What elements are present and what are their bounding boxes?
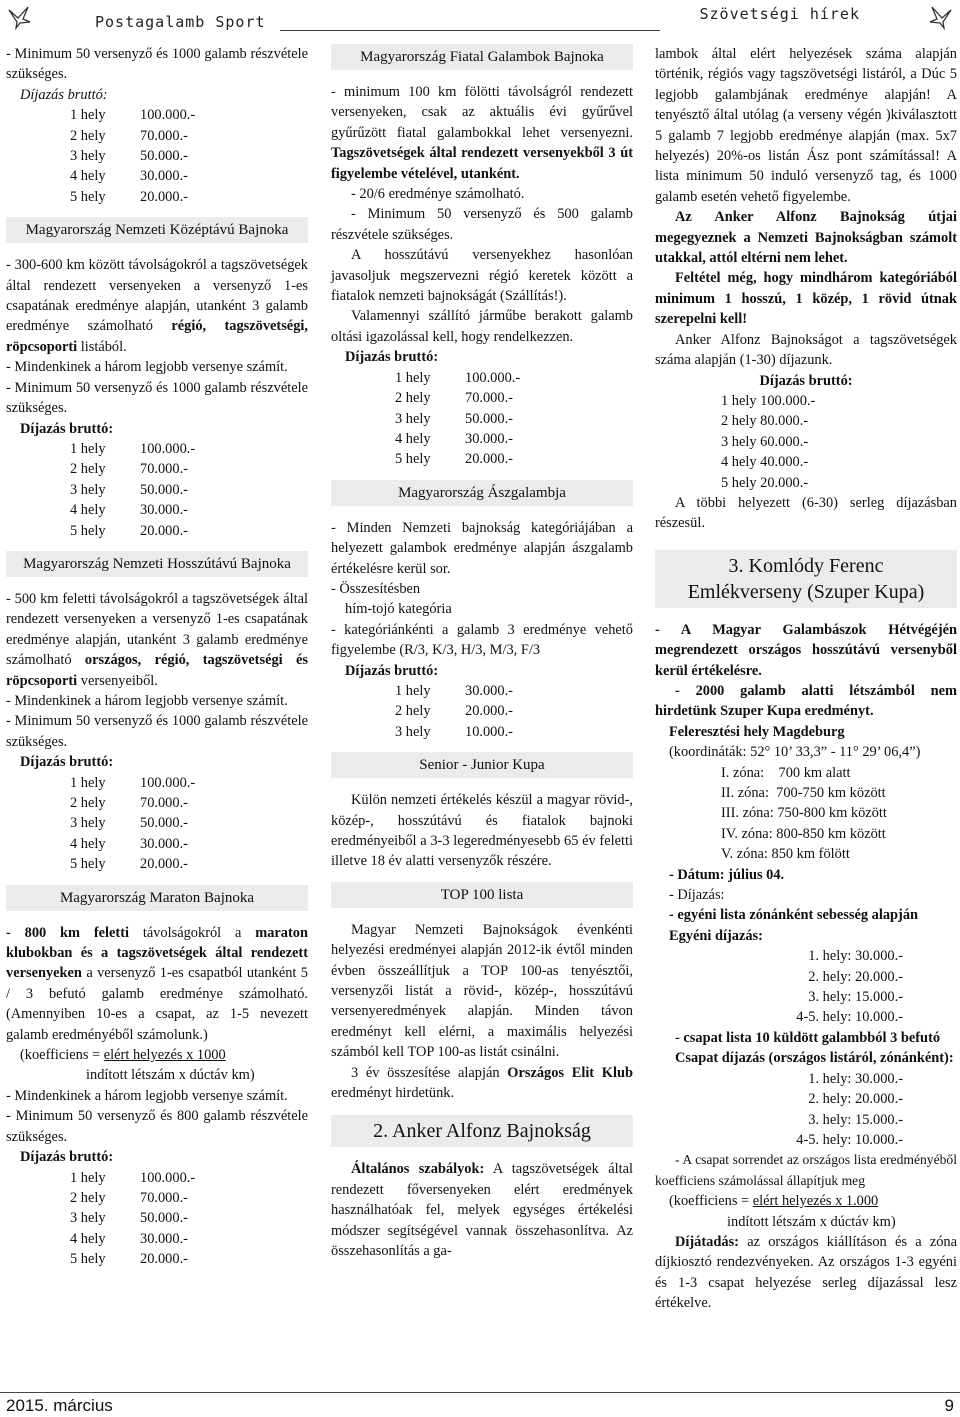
anker-routes: Az Anker Alfonz Bajnokság útjai megegyeznek a Nemzeti Bajnokságban számolt utakkal, attól eltérni nem lehet. (655, 209, 957, 267)
hosszutavu-rules: - 500 km feletti távolságokról a tagszövetségek által rendezett versenyeken a versenyző 1-es csapatának eredménye alapján, utanként 3 galamb eredménye számolható országos, régió, tagszövetségi és röpcsoporti versenyeiből. (6, 590, 308, 689)
prize-row: 2 hely 70.000.- (70, 127, 188, 144)
section-title-komlody: 3. Komlódy Ferenc Emlékverseny (Szuper Kupa) (655, 550, 957, 608)
prize-row: 5 hely 20.000.- (70, 856, 188, 873)
fiatal-minimum: - Minimum 50 versenyző és 500 galamb részvétele szükséges. (331, 206, 633, 243)
prize-row: 1 hely 100.000.- (70, 107, 196, 124)
section-title-kozeptavu: Magyarország Nemzeti Középtávú Bajnoka (6, 217, 308, 243)
prize-row: 3 hely 50.000.- (70, 815, 188, 832)
prize-row: 3 hely 50.000.- (70, 1210, 188, 1227)
prize-row: 3 hely 50.000.- (70, 481, 188, 498)
prize-row: 2 hely 80.000.- (721, 413, 809, 430)
prize-row: 5 hely 20.000.- (721, 474, 809, 491)
prize-row: 3 hely 50.000.- (395, 410, 513, 427)
prize-row: 1 hely 100.000.- (70, 1169, 196, 1186)
prize-row: 2 hely 70.000.- (395, 390, 513, 407)
prize-label: Díjazás bruttó: (20, 1149, 114, 1166)
prize-row: 1. hely: 30.000.- (808, 1070, 903, 1087)
zone-list (655, 763, 957, 865)
anker-other-places: A többi helyezett (6-30) serleg díjazásban részesül. (655, 494, 957, 532)
top100-elite-club: 3 év összesítése alapján Országos Elit Klub eredményt hirdetünk. (331, 1064, 633, 1102)
section-title-senior-junior: Senior - Junior Kupa (331, 752, 633, 778)
prize-row: 1. hely: 30.000.- (808, 948, 903, 965)
page-number: 9 (944, 1396, 954, 1415)
asz-rules: - Minden Nemzeti bajnokság kategóriájában a helyezett galambok eredménye alapján ászgalamb értékelésre kerül sor. (331, 519, 633, 577)
kozeptavu-rules: - 300-600 km között távolságokról a tagszövetségek által rendezett versenyeken a versenyző 1-es csapatának eredménye alapján, utanként 3 galamb eredménye számolható régió, tagszövetségi, röpcsoporti listából. (6, 257, 308, 355)
prize-row: 1 hely 100.000.- (70, 440, 196, 457)
komlody-prizes-heading: - Díjazás: (669, 887, 725, 904)
prize-row: 3 hely 50.000.- (70, 148, 188, 165)
prize-row: 4 hely 30.000.- (70, 502, 188, 519)
prize-label: Díjazás bruttó: (345, 662, 439, 679)
prize-row: 2. hely: 20.000.- (808, 1091, 903, 1108)
prize-label: Díjazás bruttó: (20, 420, 114, 437)
maraton-rules: - 800 km feletti távolságokról a maraton klubokban és a tagszövetségek által rendezett versenyeken a versenyző 1-es csapatból utanként 5 / 3 befutó galamb eredménye számolható. (Amennyiben 10-es a csapat, az 1-5 nevezett galamb eredményéből számolunk.) (6, 924, 308, 1043)
anker-condition: Feltétel még, hogy mindhárom kategóriából minimum 1 hosszú, 1 közép, 1 rövid útnak szerepelni kell! (655, 270, 957, 328)
prize-label: Díjazás bruttó: (20, 754, 114, 771)
anker-continued: lambok által elért helyezések száma alapján történik, régiós vagy tagszövetségi listáról, a Dúc 5 legjobb galambjának eredménye alapján! A tenyésztő által utólag (a verseny végén )kiválasztott 5 galamb 7 legjobb eredménye alapján (max. 5x7 helyezés) 20%-os listán Ász pont számítással! A lista minimum 50 induló versenyző tag, és 1000 galamb esetén vehető figyelembe. (655, 46, 957, 205)
kozeptavu-minimum: - Minimum 50 versenyző és 1000 galamb részvétele szükséges. (6, 379, 308, 417)
maraton-coefficient-denominator: indított létszám x dúctáv km) (86, 1067, 255, 1084)
section-title-aszgalamb: Magyarország Ászgalambja (331, 480, 633, 506)
footer-date: 2015. március (6, 1396, 113, 1415)
prize-row: 1 hely 30.000.- (395, 682, 513, 699)
section-title-anker: 2. Anker Alfonz Bajnokság (331, 1115, 633, 1147)
komlody-coordinates: (koordináták: 52° 10’ 33,3” - 11° 29’ 06,4”) (669, 744, 921, 761)
kozeptavu-best-three: - Mindenkinek a három legjobb versenye számít. (6, 359, 288, 376)
prize-row: 5 hely 20.000.- (395, 451, 513, 468)
prize-row: 3 hely 10.000.- (395, 723, 513, 740)
prize-row: 5 hely 20.000.- (70, 522, 188, 539)
zone-row: II. zóna: 700-750 km között (721, 785, 886, 801)
header-rule (280, 30, 660, 31)
header-right-title: Szövetségi hírek (699, 5, 860, 23)
column-1 (6, 44, 308, 1270)
asz-results: - kategóriánkénti a galamb 3 eredménye vehető figyelembe (R/3, K/3, H/3, M/3, F/3 (331, 621, 633, 659)
prize-row: 2 hely 70.000.- (70, 795, 188, 811)
prize-row: 4 hely 30.000.- (395, 430, 513, 447)
prize-row: 3 hely 60.000.- (721, 433, 809, 450)
prize-list (331, 368, 633, 470)
fiatal-rules: - minimum 100 km fölötti távolságról rendezett versenyeken, csak az aktuális évi gyűrűvel gyűrűzött fiatal galambokkal lehet versenyezni. Tagszövetségek által rendezett versenyekből 3 út figyelembe vételével, utanként. (331, 84, 633, 182)
komlody-individual-label: Egyéni díjazás: (669, 927, 763, 944)
prize-row: 2 hely 20.000.- (395, 703, 513, 720)
prize-row: 5 hely 20.000.- (70, 1251, 188, 1268)
prize-row: 4 hely 30.000.- (70, 168, 188, 185)
prize-row: 4 hely 30.000.- (70, 1230, 188, 1247)
intro-minimum: - Minimum 50 versenyző és 1000 galamb részvétele szükséges. (6, 46, 308, 83)
top100-text: Magyar Nemzeti Bajnokságok évenkénti helyezési eredményei alapján 2012-ik évtől minden évben összeállítjuk a TOP 100-as tenyésztői, versenyzői listát a rövid-, közép-, hosszútávú versenyeredmények alapján. Minden távon eredményt kell elérni, a maximális helyezési számból kell TOP 100-as listát csinálni. (331, 921, 633, 1061)
section-title-hosszutavu: Magyarország Nemzeti Hosszútávú Bajnoka (6, 551, 308, 577)
komlody-coefficient-denominator: indított létszám x dúctáv km) (727, 1213, 896, 1230)
prize-list (6, 773, 308, 875)
maraton-minimum: - Minimum 50 versenyző és 800 galamb részvétele szükséges. (6, 1108, 308, 1145)
fiatal-result-count: - 20/6 eredménye számolható. (351, 186, 525, 203)
prize-list (331, 681, 633, 742)
prize-row: 2 hely 70.000.- (70, 461, 188, 478)
komlody-coefficient: (koefficiens = elért helyezés x 1.000 (669, 1193, 879, 1210)
column-3 (655, 44, 957, 1314)
senior-junior-text: Külön nemzeti értékelés készül a magyar rövid-, közép-, hosszútávú és fiatalok bajnoki eredményeiből a 3-3 legeredményesebb 65 év feletti illetve 18 év alatti versenyzők részére. (331, 792, 633, 870)
prize-list (6, 1168, 308, 1270)
prize-list (6, 439, 308, 541)
prize-row: 1 hely 100.000.- (70, 774, 196, 791)
prize-row: 2. hely: 20.000.- (808, 968, 903, 985)
komlody-minimum: - 2000 galamb alatti létszámból nem hirdetünk Szuper Kupa eredményt. (655, 682, 957, 720)
prize-label: Díjazás bruttó: (20, 86, 108, 103)
prize-row: 4-5. hely: 10.000.- (796, 1009, 903, 1026)
prize-row: 3. hely: 15.000.- (808, 989, 903, 1006)
asz-category: hím-tojó kategória (345, 601, 452, 618)
komlody-team-label: Csapat díjazás (országos listáról, zónánként): (675, 1050, 954, 1067)
zone-row: IV. zóna: 800-850 km között (721, 825, 886, 842)
komlody-team-list: - csapat lista 10 küldött galambból 3 befutó (675, 1029, 941, 1046)
section-title-top100: TOP 100 lista (331, 882, 633, 908)
komlody-date: - Dátum: július 04. (669, 866, 785, 883)
fiatal-vaccination: Valamennyi szállító járműbe berakott galamb oltási igazolással kell, hogy rendelkezzen. (331, 308, 633, 345)
prize-label: Díjazás bruttó: (345, 349, 439, 366)
section-title-maraton: Magyarország Maraton Bajnoka (6, 885, 308, 911)
hosszutavu-best-three: - Mindenkinek a három legjobb versenye számít. (6, 692, 288, 709)
section-title-fiatal: Magyarország Fiatal Galambok Bajnoka (331, 44, 633, 70)
prize-row: 4 hely 40.000.- (721, 454, 809, 471)
prize-row: 1 hely 100.000.- (395, 369, 521, 386)
fiatal-recommendation: A hosszútávú versenyekhez hasonlóan javasoljuk megszervezni régió keretek között a fiatalok nemzeti bajnokságát (Szállítás!). (331, 247, 633, 305)
prize-list (655, 1069, 957, 1151)
prize-list (655, 946, 957, 1028)
zone-row: III. zóna: 750-800 km között (721, 805, 887, 822)
prize-row: 1 hely 100.000.- (721, 392, 816, 409)
prize-row: 2 hely 70.000.- (70, 1189, 188, 1206)
komlody-release-site: Feleresztési hely Magdeburg (669, 723, 845, 740)
hosszutavu-minimum: - Minimum 50 versenyző és 1000 galamb részvétele szükséges. (6, 713, 308, 750)
komlody-award-ceremony: Díjátadás: az országos kiállításon és a zóna díjkiosztó rendezvényeken. Az országos 1-3 egyéni és 1-3 csapat helyezése serleg díjazással lesz értékelve. (655, 1233, 957, 1312)
asz-total: - Összesítésben (331, 580, 421, 597)
komlody-intro: - A Magyar Galambászok Hétvégéjén megrendezett országos hosszútávú versenyből kerül értékelésre. (655, 621, 957, 679)
maraton-best-three: - Mindenkinek a három legjobb versenye számít. (6, 1087, 288, 1104)
dove-logo-icon (6, 4, 32, 30)
maraton-coefficient: (koefficiens = elért helyezés x 1000 (20, 1047, 226, 1064)
column-2 (331, 44, 633, 1262)
prize-row: 3. hely: 15.000.- (808, 1111, 903, 1128)
anker-general-rules: Általános szabályok: A tagszövetségek által rendezett főversenyeken elért eredmények használhatóak fel, melyek egységes értékelési módszer segítségével vannak összehasonlítva. Az összehasonlítás a ga- (331, 1161, 633, 1260)
page-header (0, 0, 960, 40)
zone-row: V. zóna: 850 km fölött (721, 846, 850, 863)
zone-row: I. zóna: 700 km alatt (721, 764, 851, 781)
prize-list (6, 105, 308, 207)
prize-row: 5 hely 20.000.- (70, 188, 188, 205)
komlody-individual-list: - egyéni lista zónánként sebesség alapján (669, 907, 919, 924)
dove-logo-icon (928, 4, 954, 30)
prize-row: 4-5. hely: 10.000.- (796, 1131, 903, 1148)
prize-list (655, 391, 957, 493)
prize-row: 4 hely 30.000.- (70, 835, 188, 852)
prize-label: Díjazás bruttó: (759, 372, 853, 389)
header-left-title: Postagalamb Sport (95, 13, 266, 31)
anker-prize-basis: Anker Alfonz Bajnokságot a tagszövetségek száma alapján (1-30) díjazunk. (655, 331, 957, 369)
komlody-team-order: - A csapat sorrendet az országos lista eredményéből koefficiens számolással állapítjuk meg (655, 1152, 957, 1188)
footer-rule (0, 1392, 960, 1393)
